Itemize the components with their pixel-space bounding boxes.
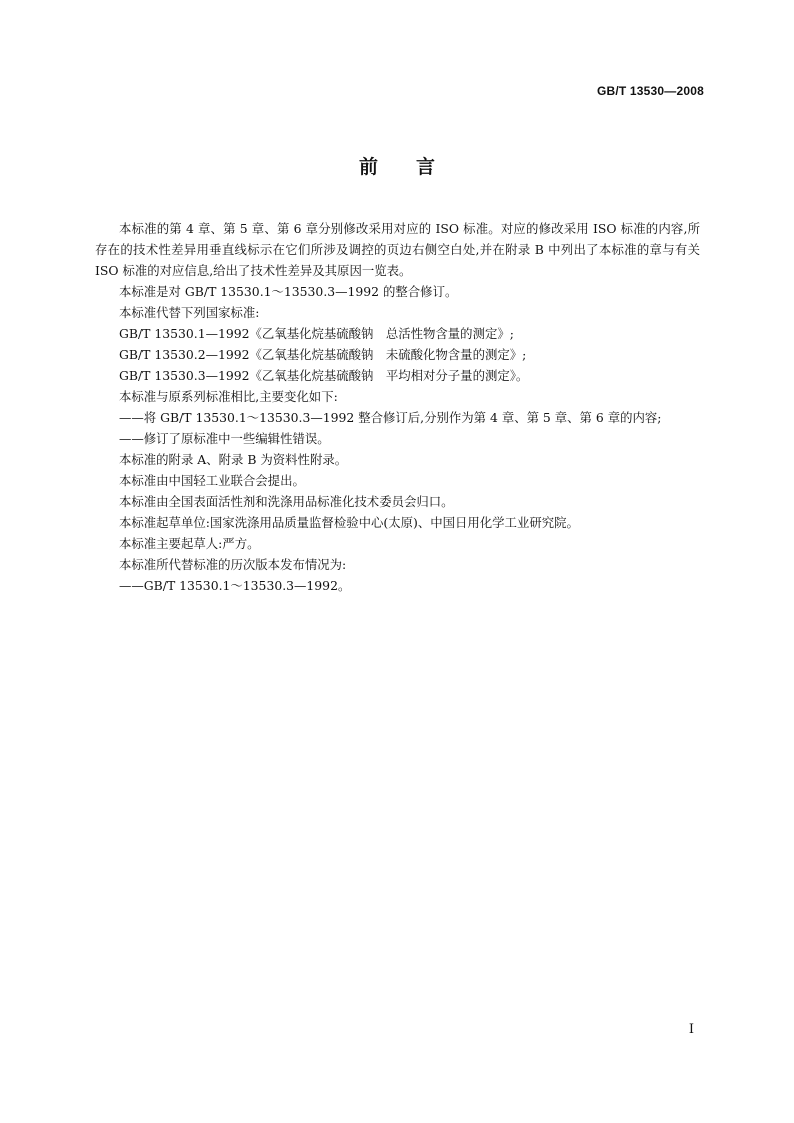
foreword-body [95, 218, 700, 596]
paragraph-proposed-by: 本标准由中国轻工业联合会提出。 [119, 473, 305, 488]
paragraph-replaced-standard-3: GB/T 13530.3—1992《乙氧基化烷基硫酸钠 平均相对分子量的测定》。 [119, 368, 529, 383]
paragraph-replaced-standard-2: GB/T 13530.2—1992《乙氧基化烷基硫酸钠 未硫酸化物含量的测定》; [119, 347, 527, 362]
paragraph-replaced-standard-1: GB/T 13530.1—1992《乙氧基化烷基硫酸钠 总活性物含量的测定》; [119, 326, 514, 341]
standard-code-header: GB/T 13530—2008 [596, 84, 704, 98]
paragraph-previous-edition-1: ——GB/T 13530.1～13530.3—1992。 [119, 578, 351, 593]
paragraph-previous-editions: 本标准所代替标准的历次版本发布情况为: [119, 557, 347, 572]
paragraph-main-changes: 本标准与原系列标准相比,主要变化如下: [119, 389, 338, 404]
paragraph-revision: 本标准是对 GB/T 13530.1～13530.3—1992 的整合修订。 [119, 284, 458, 299]
page-title: 前言 [358, 156, 473, 178]
page-number: I [688, 1022, 694, 1037]
paragraph-change-2: ——修订了原标准中一些编辑性错误。 [119, 431, 330, 446]
paragraph-adoption: 本标准的第 4 章、第 5 章、第 6 章分别修改采用对应的 ISO 标准。对应的修改采用 ISO 标准的内容,所存在的技术性差异用垂直线标示在它们所涉及调控的页边右侧空白处,并在附录 B 中列出了本标准的章与有关 ISO 标准的对应信息,给出了技术性差异及其原因一览表。 [95, 221, 700, 278]
paragraph-drafters: 本标准主要起草人:严方。 [119, 536, 260, 551]
paragraph-replaces: 本标准代替下列国家标准: [119, 305, 260, 320]
paragraph-appendices: 本标准的附录 A、附录 B 为资料性附录。 [119, 452, 348, 467]
paragraph-centralized-by: 本标准由全国表面活性剂和洗涤用品标准化技术委员会归口。 [119, 494, 454, 509]
paragraph-change-1: ——将 GB/T 13530.1～13530.3—1992 整合修订后,分别作为第 4 章、第 5 章、第 6 章的内容; [119, 410, 662, 425]
paragraph-drafting-units: 本标准起草单位:国家洗涤用品质量监督检验中心(太原)、中国日用化学工业研究院。 [119, 515, 579, 530]
